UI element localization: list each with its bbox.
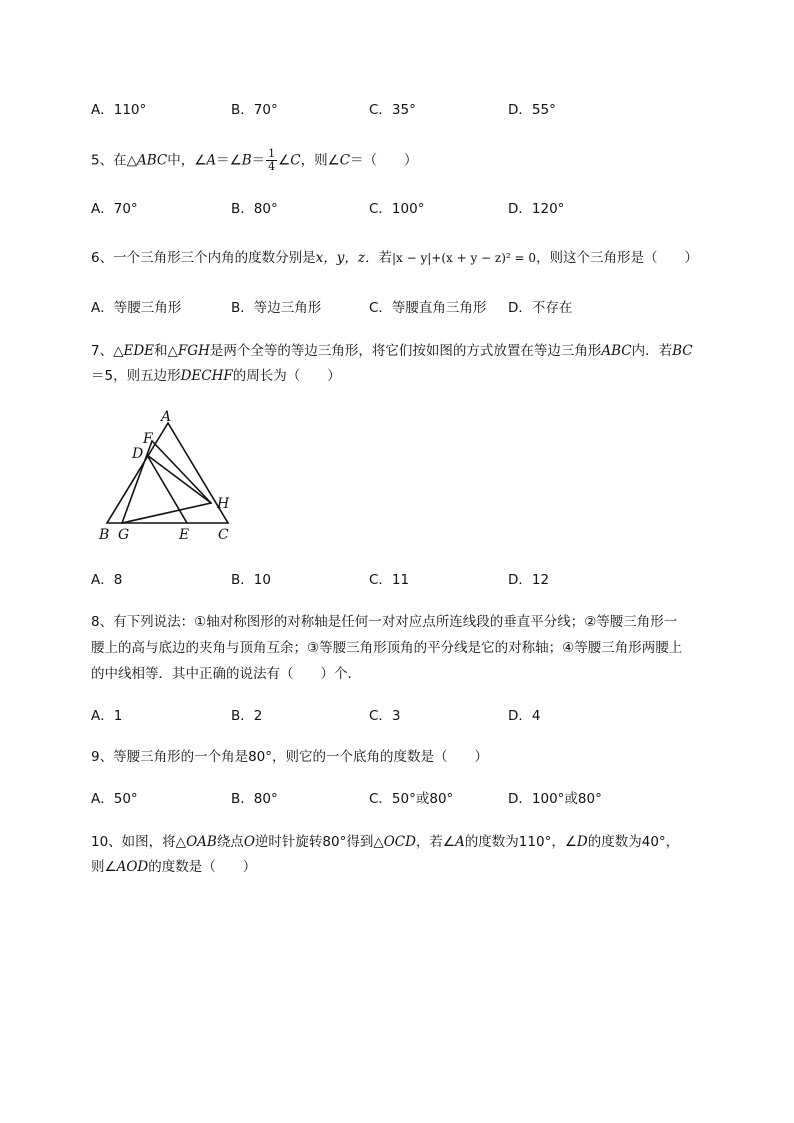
q5-stem: 5、在△ABC中，∠A＝∠B＝ $\frac{1}{4}$ ∠C，则∠C＝（ ） (91, 147, 418, 173)
q7-stem-line2: ＝5，则五边形DECHF的周长为（ ） (91, 368, 341, 384)
q8-option-b[interactable]: B．2 (231, 708, 263, 724)
label-b: B (99, 527, 110, 543)
figure-lines (107, 423, 228, 523)
q5-option-c[interactable]: C．100° (369, 201, 425, 217)
q7-stem-line1: 7、△EDE和△FGH是两个全等的等边三角形，将它们按如图的方式放置在等边三角形ABC内．若BC (91, 343, 693, 359)
q6-option-b[interactable]: B．等边三角形 (231, 300, 322, 316)
q5-option-a[interactable]: A．70° (91, 201, 138, 217)
q6-option-d[interactable]: D．不存在 (508, 300, 573, 316)
q9-option-a[interactable]: A．50° (91, 791, 138, 807)
label-e: E (179, 527, 190, 543)
q6-stem: 6、一个三角形三个内角的度数分别是x，y，z．若|x − y|+(x + y − z)² = 0，则这个三角形是（ ） (91, 250, 699, 266)
q9-option-c[interactable]: C．50°或80° (369, 791, 454, 807)
q5-fraction: $\frac{1}{4}$ (268, 147, 276, 173)
q7-option-b[interactable]: B．10 (231, 572, 271, 588)
q8-stem-line3: 的中线相等．其中正确的说法有（ ）个． (91, 666, 361, 682)
q4-option-d[interactable]: D．55° (508, 102, 556, 118)
label-f: F (143, 431, 153, 447)
q4-option-a[interactable]: A．110° (91, 102, 147, 118)
q9-option-d[interactable]: D．100°或80° (508, 791, 602, 807)
label-d: D (132, 446, 144, 462)
q4-option-b[interactable]: B．70° (231, 102, 278, 118)
q8-stem-line2: 腰上的高与底边的夹角与顶角互余；③等腰三角形顶角的平分线是它的对称轴；④等腰三角形两腰上 (91, 640, 683, 656)
q7-option-a[interactable]: A．8 (91, 572, 123, 588)
q10-stem-line2: 则∠AOD的度数是（ ） (91, 859, 257, 875)
q8-stem-line1: 8、有下列说法：①轴对称图形的对称轴是任何一对对应点所连线段的垂直平分线；②等腰三角形一 (91, 614, 678, 630)
q8-option-d[interactable]: D．4 (508, 708, 541, 724)
q8-option-a[interactable]: A．1 (91, 708, 123, 724)
q9-option-b[interactable]: B．80° (231, 791, 278, 807)
q6-expression: |x − y|+(x + y − z)² = 0 (391, 251, 537, 265)
triangle-abc (107, 423, 228, 523)
label-a: A (161, 409, 172, 425)
q10-stem-line1: 10、如图，将△OAB绕点O逆时针旋转80°得到△OCD，若∠A的度数为110°，∠D的度数为40°， (91, 834, 680, 850)
q5-option-b[interactable]: B．80° (231, 201, 278, 217)
q6-option-c[interactable]: C．等腰直角三角形 (369, 300, 487, 316)
label-c: C (218, 527, 229, 543)
q6-option-a[interactable]: A．等腰三角形 (91, 300, 182, 316)
q4-option-c[interactable]: C．35° (369, 102, 416, 118)
q7-triangle-figure (95, 405, 245, 550)
q5-option-d[interactable]: D．120° (508, 201, 565, 217)
q9-stem: 9、等腰三角形的一个角是80°，则它的一个底角的度数是（ ） (91, 749, 489, 765)
q7-option-d[interactable]: D．12 (508, 572, 550, 588)
q8-option-c[interactable]: C．3 (369, 708, 401, 724)
q7-option-c[interactable]: C．11 (369, 572, 410, 588)
label-h: H (217, 496, 230, 512)
label-g: G (118, 527, 130, 543)
